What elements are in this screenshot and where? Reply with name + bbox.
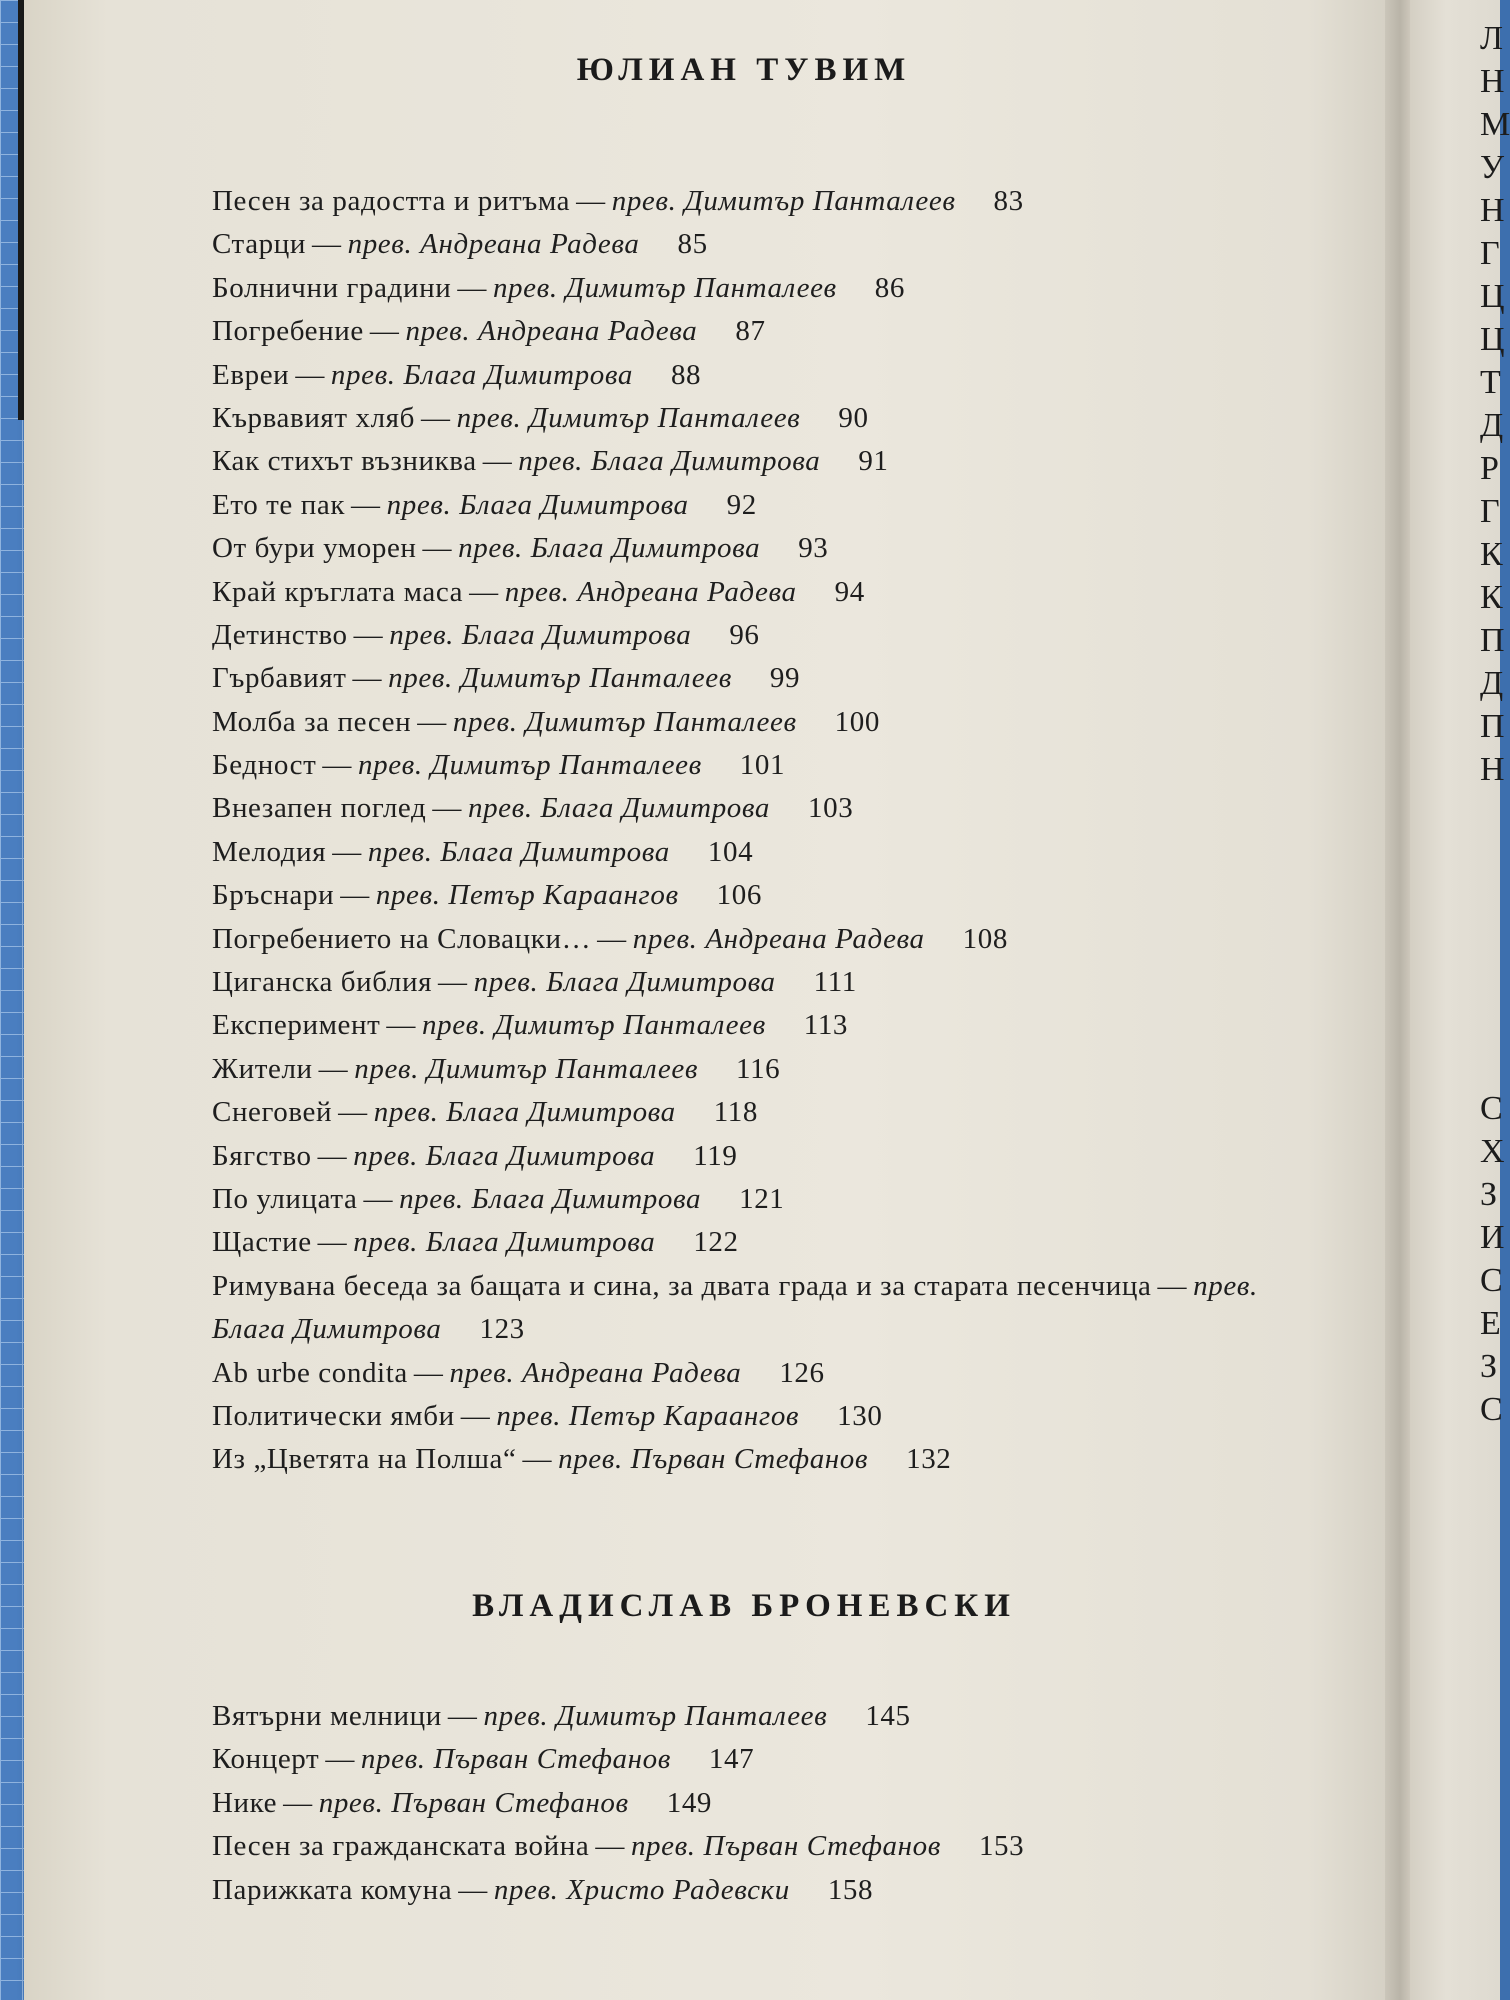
entry-title: Ab urbe condita	[212, 1356, 408, 1389]
entry-translator: прев. Първан Стефанов	[558, 1443, 869, 1476]
facing-page-letter: С	[1480, 1262, 1503, 1299]
toc-entry	[212, 831, 1339, 874]
entry-page-number: 86	[874, 271, 905, 304]
entry-dash: —	[295, 358, 325, 391]
toc-entry	[212, 1438, 1339, 1481]
entry-page-number: 87	[735, 315, 766, 348]
entry-page-number: 100	[834, 705, 880, 738]
entry-title: Ето те пак	[212, 488, 346, 521]
facing-page-letter: Н	[1480, 751, 1505, 788]
toc-entry	[212, 180, 1339, 223]
book-page	[24, 0, 1419, 2000]
entry-dash: —	[438, 966, 468, 999]
entry-title: Мелодия	[212, 835, 327, 868]
toc-entry	[212, 614, 1339, 657]
entry-page-number: 99	[769, 662, 801, 695]
facing-page-letter: Е	[1480, 1305, 1501, 1342]
toc-entry	[212, 354, 1339, 397]
facing-page-letter: С	[1480, 1090, 1503, 1127]
author-heading-broniewski: ВЛАДИСЛАВ БРОНЕВСКИ	[472, 1588, 1016, 1624]
entry-page-number: 126	[779, 1356, 825, 1389]
entry-translator: прев. Димитър Панталеев	[354, 1052, 699, 1085]
entry-title: От бури уморен	[212, 532, 417, 565]
entry-dash: —	[317, 1226, 348, 1259]
facing-page-letter: Г	[1480, 493, 1500, 530]
entry-dash: —	[369, 315, 400, 348]
entry-title: Евреи	[212, 358, 290, 391]
facing-page	[1410, 0, 1510, 2000]
toc-entry	[212, 1048, 1339, 1091]
toc-entry	[212, 1782, 1339, 1825]
entry-page-number: 103	[808, 792, 854, 825]
entry-page-number: 123	[479, 1313, 525, 1346]
entry-page-number: 158	[827, 1873, 874, 1906]
toc-entry	[212, 787, 1339, 830]
facing-page-letter: З	[1480, 1176, 1498, 1213]
entry-dash: —	[432, 792, 462, 825]
entry-dash: —	[597, 922, 627, 955]
entry-translator: прев. Блага Димитрова	[473, 966, 776, 999]
entry-dash: —	[318, 1052, 349, 1085]
toc-entry	[212, 961, 1339, 1004]
entry-title: Песен за гражданската война	[212, 1830, 590, 1863]
entry-dash: —	[447, 1700, 478, 1732]
entry-translator: прев. Блага Димитрова	[389, 618, 692, 651]
facing-page-letter: П	[1480, 708, 1505, 745]
toc-entry	[212, 1265, 1332, 1352]
entry-title: Кървавият хляб	[212, 401, 415, 434]
entry-translator: прев. Блага Димитрова	[518, 445, 821, 478]
toc-list-tuwim	[212, 180, 1339, 1482]
entry-dash: —	[522, 1443, 553, 1476]
toc-entry	[212, 744, 1339, 787]
entry-translator: прев. Първан Стефанов	[360, 1743, 671, 1776]
entry-dash: —	[413, 1356, 444, 1389]
entry-title: Римувана беседа за бащата и сина, за двата града и за старата песенчица	[212, 1269, 1152, 1302]
entry-title: Бръснари	[212, 879, 335, 912]
facing-page-letter: Г	[1480, 235, 1500, 272]
facing-page-letter: Л	[1480, 20, 1504, 57]
toc-entry	[212, 1395, 1339, 1438]
entry-translator: прев. Блага Димитрова	[367, 835, 670, 868]
entry-title: Болнични градини	[212, 271, 452, 304]
toc-entry	[212, 527, 1339, 570]
entry-translator: прев. Блага Димитрова	[353, 1226, 656, 1259]
toc-entry	[212, 440, 1339, 483]
entry-title: Парижката комуна	[212, 1873, 453, 1906]
entry-page-number: 104	[707, 835, 754, 868]
entry-page-number: 101	[739, 749, 786, 782]
entry-translator: прев. Димитър Панталеев	[456, 401, 801, 434]
toc-list-broniewski	[212, 1695, 1339, 1912]
facing-page-letter: К	[1480, 579, 1503, 616]
toc-entry	[212, 1738, 1339, 1781]
entry-page-number: 149	[666, 1786, 713, 1819]
entry-translator: прев. Димитър Панталеев	[358, 749, 702, 782]
entry-translator: прев. Димитър Панталеев	[422, 1009, 766, 1042]
entry-translator: прев. Блага Димитрова	[386, 488, 689, 521]
facing-page-letter: Х	[1480, 1133, 1505, 1170]
entry-translator: прев. Андреана Радева	[504, 575, 797, 608]
entry-translator: прев. Андреана Радева	[449, 1356, 742, 1389]
entry-title: Щастие	[212, 1226, 312, 1259]
entry-dash: —	[283, 1786, 313, 1819]
entry-translator: прев. Петър Караангов	[496, 1399, 800, 1432]
entry-title: Гърбавият	[212, 662, 347, 695]
entry-dash: —	[457, 271, 487, 304]
entry-title: Погребението на Словацки…	[212, 922, 592, 955]
entry-dash: —	[312, 228, 342, 261]
toc-entry	[212, 1695, 1339, 1738]
toc-entry	[212, 571, 1339, 614]
entry-page-number: 93	[798, 532, 829, 565]
entry-dash: —	[325, 1743, 355, 1776]
entry-translator: прев. Блага Димитрова	[212, 1269, 1258, 1346]
toc-entry	[212, 267, 1339, 310]
entry-title: Експеримент	[212, 1009, 381, 1042]
entry-page-number: 119	[693, 1139, 738, 1172]
entry-dash: —	[363, 1182, 394, 1215]
entry-title: Погребение	[212, 315, 364, 348]
entry-page-number: 121	[739, 1182, 785, 1215]
toc-entry	[212, 1352, 1339, 1395]
facing-page-letter: З	[1480, 1348, 1498, 1385]
entry-dash: —	[422, 532, 453, 565]
entry-title: Политически ямби	[212, 1399, 455, 1432]
entry-page-number: 153	[978, 1830, 1025, 1863]
entry-title: Нике	[212, 1786, 278, 1819]
entry-dash: —	[386, 1009, 416, 1042]
entry-dash: —	[1157, 1269, 1188, 1302]
toc-entry	[212, 484, 1339, 527]
entry-dash: —	[332, 835, 362, 868]
entry-title: Циганска библия	[212, 966, 433, 999]
entry-page-number: 85	[677, 228, 708, 261]
facing-page-letter: Н	[1480, 63, 1505, 100]
entry-title: Песен за радостта и ритъма	[212, 185, 571, 217]
entry-title: Жители	[212, 1052, 313, 1085]
entry-page-number: 106	[716, 879, 762, 912]
entry-translator: прев. Димитър Панталеев	[611, 185, 956, 217]
entry-dash: —	[338, 1096, 368, 1129]
entry-page-number: 145	[865, 1700, 911, 1732]
toc-entry	[212, 397, 1339, 440]
entry-translator: прев. Димитър Панталеев	[492, 271, 837, 304]
facing-page-letter: Ц	[1480, 278, 1505, 315]
entry-translator: прев. Андреана Радева	[347, 228, 640, 261]
entry-dash: —	[595, 1830, 625, 1863]
toc-entry	[212, 223, 1339, 266]
entry-dash: —	[317, 1139, 348, 1172]
entry-translator: прев. Първан Стефанов	[318, 1786, 629, 1819]
entry-dash: —	[458, 1873, 488, 1906]
entry-dash: —	[469, 575, 499, 608]
entry-translator: прев. Блага Димитрова	[458, 532, 761, 565]
author-heading-tuwim: ЮЛИАН ТУВИМ	[576, 52, 912, 88]
entry-title: Бедност	[212, 749, 317, 782]
toc-entry	[212, 1221, 1339, 1264]
entry-translator: прев. Андреана Радева	[405, 315, 698, 348]
entry-translator: прев. Блага Димитрова	[373, 1096, 676, 1129]
entry-title: Внезапен поглед	[212, 792, 427, 825]
toc-entry	[212, 1091, 1339, 1134]
entry-page-number: 111	[813, 966, 857, 999]
entry-page-number: 108	[962, 922, 1008, 955]
entry-dash: —	[417, 705, 447, 738]
entry-translator: прев. Блага Димитрова	[399, 1182, 702, 1215]
entry-title: Концерт	[212, 1743, 320, 1776]
entry-page-number: 132	[906, 1443, 952, 1476]
entry-title: Из „Цветята на Полша“	[212, 1443, 517, 1476]
entry-title: Старци	[212, 228, 306, 261]
entry-dash: —	[460, 1399, 491, 1432]
facing-page-letter: Н	[1480, 192, 1505, 229]
entry-page-number: 91	[858, 445, 889, 478]
entry-page-number: 88	[670, 358, 702, 391]
entry-page-number: 147	[708, 1743, 755, 1776]
facing-page-letter: С	[1480, 1391, 1503, 1428]
entry-title: Вятърни мелници	[212, 1700, 442, 1732]
entry-dash: —	[340, 879, 370, 912]
toc-entry	[212, 657, 1339, 700]
entry-translator: прев. Блага Димитрова	[353, 1139, 656, 1172]
entry-dash: —	[576, 185, 606, 217]
entry-dash: —	[420, 401, 451, 434]
entry-page-number: 116	[736, 1052, 781, 1085]
entry-title: Снеговей	[212, 1096, 333, 1129]
toc-entry	[212, 1135, 1339, 1178]
toc-entry	[212, 874, 1339, 917]
entry-dash: —	[352, 662, 383, 695]
toc-entry	[212, 1825, 1339, 1868]
entry-dash: —	[351, 488, 381, 521]
entry-title: Детинство	[212, 618, 348, 651]
entry-page-number: 118	[713, 1096, 758, 1129]
toc-entry	[212, 918, 1339, 961]
facing-page-letter: Т	[1480, 364, 1501, 401]
entry-translator: прев. Димитър Панталеев	[388, 662, 732, 695]
entry-title: По улицата	[212, 1182, 358, 1215]
entry-translator: прев. Блага Димитрова	[330, 358, 633, 391]
entry-translator: прев. Първан Стефанов	[630, 1830, 941, 1863]
entry-page-number: 92	[726, 488, 757, 521]
entry-page-number: 122	[693, 1226, 739, 1259]
entry-dash: —	[322, 749, 352, 782]
entry-dash: —	[353, 618, 384, 651]
toc-entry	[212, 1004, 1339, 1047]
facing-page-letter: Р	[1480, 450, 1499, 487]
entry-translator: прев. Блага Димитрова	[467, 792, 770, 825]
facing-page-letter: Ц	[1480, 321, 1505, 358]
entry-title: Бягство	[212, 1139, 312, 1172]
toc-entry	[212, 1178, 1339, 1221]
entry-translator: прев. Петър Караангов	[375, 879, 679, 912]
entry-page-number: 113	[803, 1009, 849, 1042]
entry-translator: прев. Андреана Радева	[632, 922, 925, 955]
entry-dash: —	[482, 445, 513, 478]
entry-translator: прев. Христо Радевски	[493, 1873, 790, 1906]
facing-page-letter: И	[1480, 1219, 1505, 1256]
facing-page-letter: Д	[1480, 665, 1504, 702]
facing-page-letter: М	[1480, 106, 1510, 143]
toc-entry	[212, 701, 1339, 744]
facing-page-letter: У	[1480, 149, 1505, 186]
entry-page-number: 83	[993, 185, 1024, 217]
entry-title: Как стихът възниква	[212, 445, 477, 478]
entry-title: Молба за песен	[212, 705, 412, 738]
facing-page-letter: Д	[1480, 407, 1504, 444]
entry-page-number: 90	[838, 401, 869, 434]
facing-page-letter: К	[1480, 536, 1503, 573]
entry-translator: прев. Димитър Панталеев	[483, 1700, 828, 1732]
toc-entry	[212, 1869, 1339, 1912]
entry-page-number: 130	[837, 1399, 883, 1432]
facing-page-letter: П	[1480, 622, 1505, 659]
entry-title: Край кръглата маса	[212, 575, 464, 608]
entry-page-number: 96	[729, 618, 760, 651]
entry-translator: прев. Димитър Панталеев	[452, 705, 797, 738]
entry-page-number: 94	[834, 575, 865, 608]
toc-entry	[212, 310, 1339, 353]
